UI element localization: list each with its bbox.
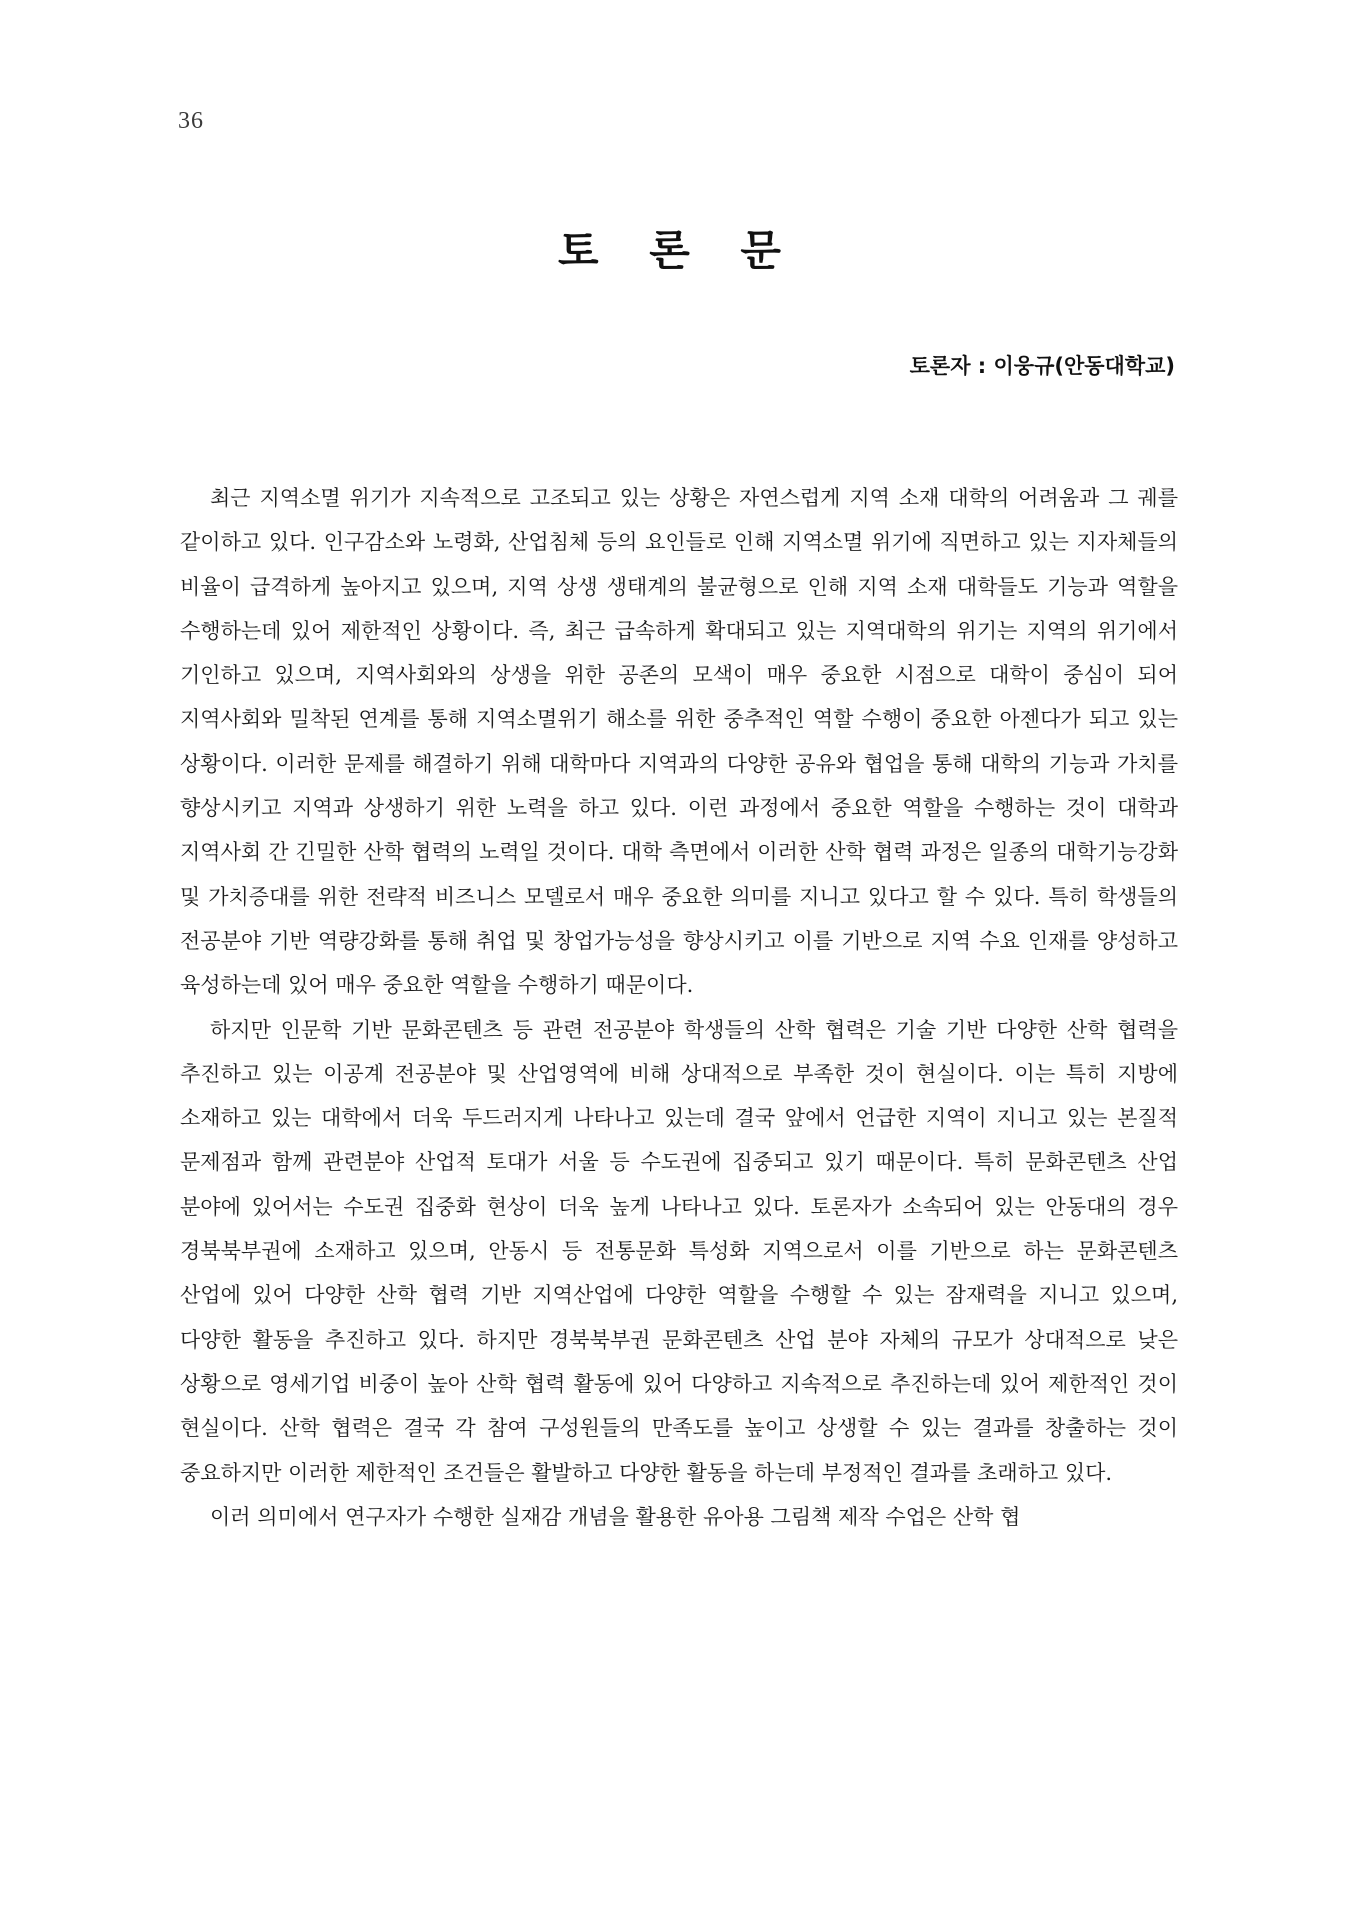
paragraph-2: 하지만 인문학 기반 문화콘텐츠 등 관련 전공분야 학생들의 산학 협력은 기술 기반 다양한 산학 협력을 추진하고 있는 이공계 전공분야 및 산업영역에 비해 상대적으로 부족한 것이 현실이다. 이는 특히 지방에 소재하고 있는 대학에서 더욱 두드러지게 나타나고 있는데 결국 앞에서 언급한 지역이 지니고 있는 본질적 문제점과 함께 관련분야 산업적 토대가 서울 등 수도권에 집중되고 있기 때문이다. 특히 문화콘텐츠 산업 분야에 있어서는 수도권 집중화 현상이 더욱 높게 나타나고 있다. 토론자가 소속되어 있는 안동대의 경우 경북북부권에 소재하고 있으며, 안동시 등 전통문화 특성화 지역으로서 이를 기반으로 하는 문화콘텐츠 산업에 있어 다양한 산학 협력 기반 지역산업에 다양한 역할을 수행할 수 있는 잠재력을 지니고 있으며, 다양한 활동을 추진하고 있다. 하지만 경북북부권 문화콘텐츠 산업 분야 자체의 규모가 상대적으로 낮은 상황으로 영세기업 비중이 높아 산학 협력 활동에 있어 다양하고 지속적으로 추진하는데 있어 제한적인 것이 현실이다. 산학 협력은 결국 각 참여 구성원들의 만족도를 높이고 상생할 수 있는 결과를 창출하는 것이 중요하지만 이러한 제한적인 조건들은 활발하고 다양한 활동을 하는데 부정적인 결과를 초래하고 있다. [180, 1017, 1179, 1485]
page-title: 토 론 문 [558, 226, 799, 275]
paragraph-1: 최근 지역소멸 위기가 지속적으로 고조되고 있는 상황은 자연스럽게 지역 소재 대학의 어려움과 그 궤를 같이하고 있다. 인구감소와 노령화, 산업침체 등의 요인들로 인해 지역소멸 위기에 직면하고 있는 지자체들의 비율이 급격하게 높아지고 있으며, 지역 상생 생태계의 불균형으로 인해 지역 소재 대학들도 기능과 역할을 수행하는데 있어 제한적인 상황이다. 즉, 최근 급속하게 확대되고 있는 지역대학의 위기는 지역의 위기에서 기인하고 있으며, 지역사회와의 상생을 위한 공존의 모색이 매우 중요한 시점으로 대학이 중심이 되어 지역사회와 밀착된 연계를 통해 지역소멸위기 해소를 위한 중추적인 역할 수행이 중요한 아젠다가 되고 있는 상황이다. 이러한 문제를 해결하기 위해 대학마다 지역과의 다양한 공유와 협업을 통해 대학의 기능과 가치를 향상시키고 지역과 상생하기 위한 노력을 하고 있다. 이런 과정에서 중요한 역할을 수행하는 것이 대학과 지역사회 간 긴밀한 산학 협력의 노력일 것이다. 대학 측면에서 이러한 산학 협력 과정은 일종의 대학기능강화 및 가치증대를 위한 전략적 비즈니스 모델로서 매우 중요한 의미를 지니고 있다고 할 수 있다. 특히 학생들의 전공분야 기반 역량강화를 통해 취업 및 창업가능성을 향상시키고 이를 기반으로 지역 수요 인재를 양성하고 육성하는데 있어 매우 중요한 역할을 수행하기 때문이다. [180, 486, 1179, 998]
discussant-line: 토론자 : 이웅규(안동대학교) [909, 354, 1175, 378]
body-text [180, 476, 1178, 1539]
page-number: 36 [178, 108, 204, 134]
paragraph-3: 이러 의미에서 연구자가 수행한 실재감 개념을 활용한 유아용 그림책 제작 수업은 산학 협 [210, 1504, 1021, 1529]
